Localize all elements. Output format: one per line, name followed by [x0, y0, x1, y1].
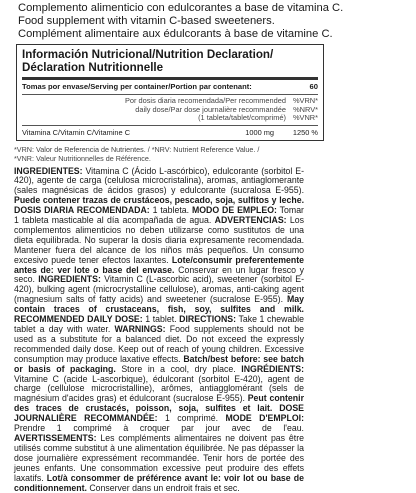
servings-value: 60 [310, 82, 318, 92]
thick-divider [22, 77, 318, 80]
nutrition-facts-box [16, 44, 324, 141]
servings-label: Tomas por envase/Serving per container/Portion par contenant: [22, 82, 252, 92]
description-es: Complemento alimenticio con edulcorantes a base de vitamina C. [18, 2, 402, 15]
daily-dose-header: Por dosis diaria recomendada/Per recommended daily dose/Par dose journalière recommandée (1 tableta/tablet/comprimé) %VRN* %NRV* %VNR* [22, 97, 318, 123]
nutrient-percent: 1250 % [274, 128, 318, 137]
description-en: Food supplement with vitamin C-based sweeteners. [18, 15, 402, 28]
product-description [18, 2, 402, 41]
footnotes: *VRN: Valor de Referencia de Nutrientes. / *NRV: Nutrient Reference Value. / *VNR: Valeur Nutritionnelles de Référence. [14, 145, 402, 163]
nutrient-name: Vitamina C/Vitamin C/Vitamine C [22, 128, 214, 137]
ingredients-and-directions: INGREDIENTES: Vitamina C (Ácido L-ascórbico), edulcorante (sorbitol E-420), agente de carga (celulosa microcristalina), aromas, antiaglomerante (sales magnésicas de ácidos grasos) y edulcorante (sucralosa E-955). Puede contener trazas de crustáceos, pescado, soja, sulfitos y leche. DOSIS DIARIA RECOMENDADA: 1 tableta. MODO DE EMPLEO: Tomar 1 tableta masticable al día acompañada de agua. ADVERTENCIAS: Los complementos alimenticios no deben utilizarse como sustitutos de una dieta equilibrada. No superar la dosis diaria expresamente recomendada. Mantener fuera del alcance de los niños más pequeños. Un consumo excesivo puede tener efectos laxantes. Lote/consumir preferentemente antes de: ver lote o base del envase. Conservar en un lugar fresco y seco. INGREDIENTS: Vitamin C (L-ascorbic acid), sweetener (sorbitol E-420), bulking agent (microcrystalline cellulose), aromas, anti-caking agent (magnesium salts of fatty acids) and sweetener (sucralose E-955). May contain traces of crustaceans, fish, soy, sulfites and milk. RECOMMENDED DAILY DOSE: 1 tablet. DIRECTIONS: Take 1 chewable tablet a day with water. WARNINGS: Food supplements should not be used as a substitute for a balanced diet. Do not exceed the expressly recommended daily dose. Keep out of reach of young children. Excessive consumption may produce laxative effects. Batch/best before: see batch or basis of packaging. Store in a cool, dry place. INGRÉDIENTS: Vitamine C (acide L-ascorbique), édulcorant (sorbitol E-420), agent de charge (cellulose microcristalline), arômes, antiagglomérant (sels de magnésium d'acides gras) et édulcorant (sucralose E-955). Peut contenir des traces de crustacés, poisson, soja, sulfites et lait. DOSE JOURNALIÈRE RECOMMANDÉE: 1 comprimé. MODE D'EMPLOI: Prendre 1 comprimé à croquer par jour avec de l'eau. AVERTISSEMENTS: Les compléments alimentaires ne doivent pas être utilisés comme substitut à une alimentation équilibrée. Ne pas dépasser la dose journalière expressément recommandée. Tenir hors de portée des jeunes enfants. Une consommation excessive peut produire des effets laxatifs. Lot/à consommer de préférence avant le: voir lot ou base de conditionnement. Conserver dans un endroit frais et sec. [14, 167, 304, 493]
servings-row [22, 82, 318, 92]
vitamin-c-row [22, 128, 318, 137]
nutrient-amount: 1000 mg [214, 128, 274, 137]
thin-divider [22, 125, 318, 126]
nutrition-title: Información Nutricional/Nutrition Declaration/ Déclaration Nutritionnelle [22, 48, 318, 74]
description-fr: Complément alimentaire aux édulcorants à base de vitamine C. [18, 28, 402, 41]
thin-divider [22, 94, 318, 95]
